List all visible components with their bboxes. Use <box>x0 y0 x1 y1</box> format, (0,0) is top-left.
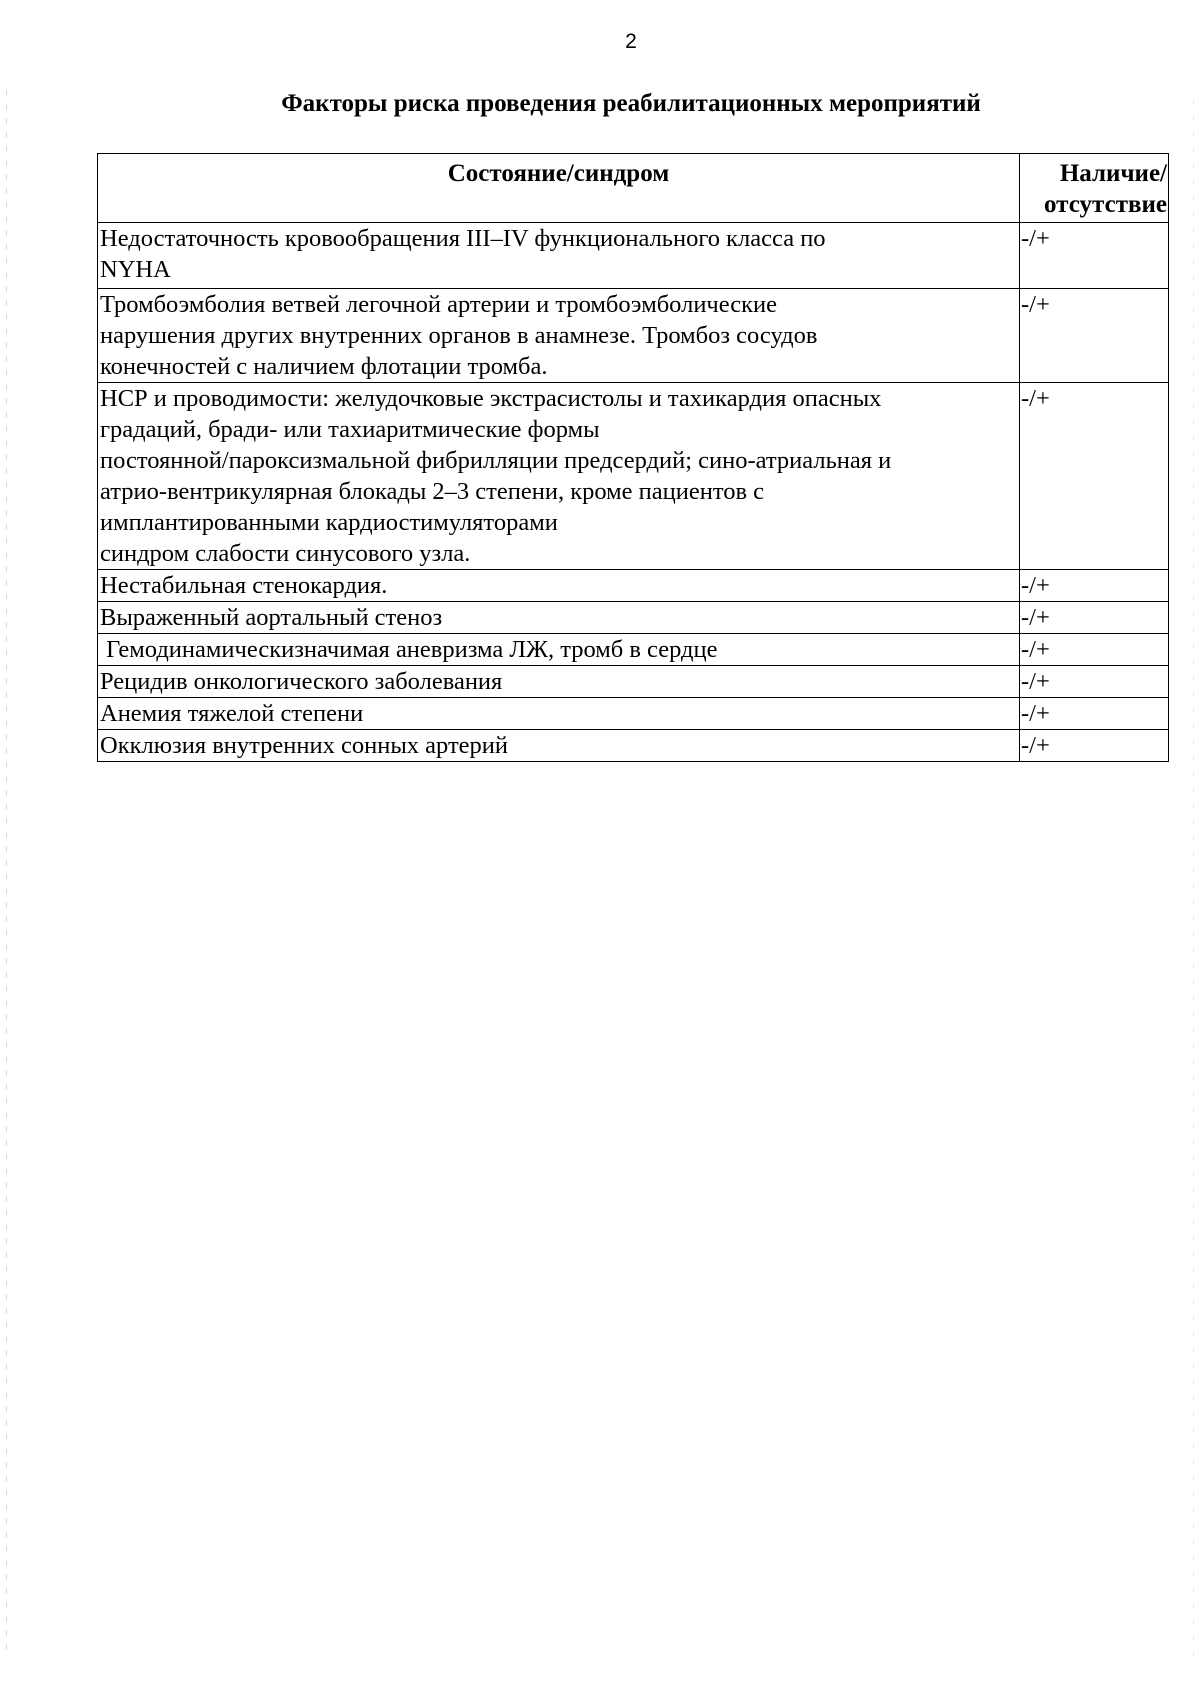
page-number: 2 <box>625 30 637 53</box>
presence-cell: -/+ <box>1020 289 1169 383</box>
header-presence-line1: Наличие/ <box>1059 160 1167 187</box>
condition-cell <box>98 289 1020 383</box>
presence-cell: -/+ <box>1020 634 1169 666</box>
presence-cell: -/+ <box>1020 602 1169 634</box>
condition-cell <box>98 730 1020 762</box>
presence-cell: -/+ <box>1020 730 1169 762</box>
table-row <box>98 666 1169 698</box>
condition-line: Недостаточность кровообращения III–IV функционального класса по <box>100 225 826 252</box>
risk-factors-table <box>97 153 1169 762</box>
table-row <box>98 289 1169 383</box>
condition-line: Выраженный аортальный стеноз <box>100 604 443 631</box>
table-header-row <box>98 154 1169 223</box>
condition-line: Рецидив онкологического заболевания <box>100 668 503 695</box>
table-row <box>98 730 1169 762</box>
condition-line: Нестабильная стенокардия. <box>100 572 388 599</box>
presence-cell: -/+ <box>1020 570 1169 602</box>
header-condition: Состояние/синдром <box>98 154 1020 223</box>
condition-cell <box>98 223 1020 289</box>
condition-cell <box>98 383 1020 570</box>
condition-line: имплантированными кардиостимуляторами <box>100 509 558 536</box>
condition-line: постоянной/пароксизмальной фибрилляции предсердий; сино-атриальная и <box>100 447 892 474</box>
condition-line: Окклюзия внутренних сонных артерий <box>100 732 509 759</box>
condition-line: нарушения других внутренних органов в анамнезе. Тромбоз сосудов <box>100 322 818 349</box>
condition-cell <box>98 634 1020 666</box>
presence-cell: -/+ <box>1020 383 1169 570</box>
header-presence <box>1020 154 1169 223</box>
condition-cell <box>98 698 1020 730</box>
table-row <box>98 602 1169 634</box>
condition-line: Тромбоэмболия ветвей легочной артерии и тромбоэмболические <box>100 291 778 318</box>
condition-line: Гемодинамическизначимая аневризма ЛЖ, тромб в сердце <box>100 636 718 663</box>
condition-line: конечностей с наличием флотации тромба. <box>100 353 548 380</box>
condition-line: синдром слабости синусового узла. <box>100 540 471 567</box>
scan-edge-left <box>6 90 7 1650</box>
condition-line: Анемия тяжелой степени <box>100 700 364 727</box>
table-row <box>98 634 1169 666</box>
document-title: Факторы риска проведения реабилитационных мероприятий <box>281 90 981 117</box>
condition-line: градаций, бради- или тахиаритмические формы <box>100 416 600 443</box>
condition-cell <box>98 602 1020 634</box>
condition-cell <box>98 570 1020 602</box>
header-presence-line2: отсутствие <box>1044 191 1167 218</box>
condition-cell <box>98 666 1020 698</box>
presence-cell: -/+ <box>1020 223 1169 289</box>
table-row <box>98 383 1169 570</box>
table-row <box>98 570 1169 602</box>
presence-cell: -/+ <box>1020 666 1169 698</box>
presence-cell: -/+ <box>1020 698 1169 730</box>
condition-line: NYHA <box>100 256 171 283</box>
scan-edge-right <box>1193 100 1194 1660</box>
table-row <box>98 223 1169 289</box>
table-row <box>98 698 1169 730</box>
condition-line: атрио-вентрикулярная блокады 2–3 степени, кроме пациентов с <box>100 478 765 505</box>
condition-line: НСР и проводимости: желудочковые экстрасистолы и тахикардия опасных <box>100 385 882 412</box>
